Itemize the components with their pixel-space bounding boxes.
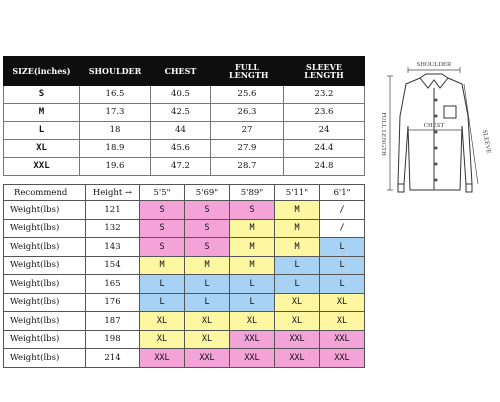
measurement-cell: 24.4 — [284, 140, 365, 158]
recommended-size-cell: XL — [275, 293, 320, 312]
recommended-size-cell: M — [230, 219, 275, 238]
size-row — [4, 86, 365, 104]
recommended-size-cell: S — [140, 201, 185, 220]
recommended-size-cell: M — [140, 256, 185, 275]
header-size: SIZE(inches) — [4, 57, 80, 86]
weight-value: 121 — [86, 201, 140, 220]
recommended-size-cell: XL — [320, 312, 365, 331]
recommended-size-cell: L — [230, 275, 275, 294]
shirt-outline-icon — [398, 74, 472, 192]
measurement-cell: 26.3 — [211, 104, 284, 122]
measurement-cell: 27.9 — [211, 140, 284, 158]
measurement-cell: 40.5 — [151, 86, 211, 104]
recommended-size-cell: / — [320, 201, 365, 220]
measurement-cell: 18 — [80, 122, 151, 140]
full-length-label: FULL LENGTH — [380, 112, 387, 156]
weight-value: 165 — [86, 275, 140, 294]
size-name-cell: XL — [4, 140, 80, 158]
measurement-cell: 28.7 — [211, 158, 284, 176]
recommended-size-cell: L — [230, 293, 275, 312]
header-sleeve-length: SLEEVE LENGTH — [284, 57, 365, 86]
weight-value: 143 — [86, 238, 140, 257]
sleeve-label: SLEEVE — [480, 129, 493, 155]
size-row — [4, 104, 365, 122]
recommended-size-cell: S — [230, 201, 275, 220]
recommended-size-cell: L — [320, 256, 365, 275]
recommendation-row — [4, 201, 365, 220]
measurement-cell: 47.2 — [151, 158, 211, 176]
recommendation-row — [4, 219, 365, 238]
recommended-size-cell: L — [185, 275, 230, 294]
recommended-size-cell: M — [230, 238, 275, 257]
weight-label: Weight(lbs) — [4, 219, 86, 238]
recommendation-row — [4, 238, 365, 257]
recommended-size-cell: M — [275, 201, 320, 220]
recommended-size-cell: L — [275, 256, 320, 275]
recommended-size-cell: L — [320, 238, 365, 257]
measurement-cell: 42.5 — [151, 104, 211, 122]
shirt-diagram — [368, 56, 500, 206]
weight-label: Weight(lbs) — [4, 238, 86, 257]
recommended-size-cell: XXL — [275, 330, 320, 349]
recommended-size-cell: XXL — [140, 349, 185, 368]
header-chest: CHEST — [151, 57, 211, 86]
recommended-size-cell: M — [185, 256, 230, 275]
recommended-size-cell: XL — [140, 312, 185, 331]
height-1: 5'5" — [140, 185, 185, 201]
recommended-size-cell: XL — [320, 293, 365, 312]
recommend-label: Recommend — [4, 185, 86, 201]
recommended-size-cell: L — [140, 275, 185, 294]
recommended-size-cell: L — [275, 275, 320, 294]
weight-label: Weight(lbs) — [4, 275, 86, 294]
recommended-size-cell: XL — [185, 312, 230, 331]
recommended-size-cell: XXL — [185, 349, 230, 368]
recommended-size-cell: XXL — [230, 330, 275, 349]
measurement-cell: 17.3 — [80, 104, 151, 122]
measurement-cell: 24.8 — [284, 158, 365, 176]
height-3: 5'89" — [230, 185, 275, 201]
recommended-size-cell: XXL — [275, 349, 320, 368]
height-4: 5'11" — [275, 185, 320, 201]
chest-label: CHEST — [423, 122, 445, 129]
recommended-size-cell: XXL — [320, 349, 365, 368]
size-row — [4, 158, 365, 176]
header-full-length: FULL LENGTH — [211, 57, 284, 86]
size-name-cell: XXL — [4, 158, 80, 176]
recommended-size-cell: M — [275, 219, 320, 238]
size-table-header — [4, 57, 365, 86]
weight-label: Weight(lbs) — [4, 256, 86, 275]
recommended-size-cell: L — [185, 293, 230, 312]
size-name-cell: M — [4, 104, 80, 122]
recommendation-header — [4, 185, 365, 201]
recommendation-row — [4, 275, 365, 294]
recommended-size-cell: XL — [275, 312, 320, 331]
weight-value: 154 — [86, 256, 140, 275]
header-shoulder: SHOULDER — [80, 57, 151, 86]
size-row — [4, 122, 365, 140]
measurement-cell: 24 — [284, 122, 365, 140]
size-name-cell: S — [4, 86, 80, 104]
recommended-size-cell: S — [140, 238, 185, 257]
measurement-cell: 23.6 — [284, 104, 365, 122]
weight-value: 214 — [86, 349, 140, 368]
recommended-size-cell: L — [140, 293, 185, 312]
size-table — [3, 56, 365, 176]
recommended-size-cell: XL — [185, 330, 230, 349]
weight-value: 176 — [86, 293, 140, 312]
weight-label: Weight(lbs) — [4, 312, 86, 331]
weight-value: 198 — [86, 330, 140, 349]
height-2: 5'69" — [185, 185, 230, 201]
size-name-cell: L — [4, 122, 80, 140]
recommended-size-cell: XXL — [230, 349, 275, 368]
recommended-size-cell: XXL — [320, 330, 365, 349]
measurement-cell: 16.5 — [80, 86, 151, 104]
recommended-size-cell: M — [230, 256, 275, 275]
shoulder-label: SHOULDER — [416, 61, 452, 68]
recommendation-row — [4, 312, 365, 331]
recommended-size-cell: / — [320, 219, 365, 238]
measurement-cell: 18.9 — [80, 140, 151, 158]
weight-value: 132 — [86, 219, 140, 238]
measurement-cell: 44 — [151, 122, 211, 140]
weight-label: Weight(lbs) — [4, 293, 86, 312]
measurement-cell: 19.6 — [80, 158, 151, 176]
measurement-cell: 25.6 — [211, 86, 284, 104]
height-5: 6'1" — [320, 185, 365, 201]
recommendation-row — [4, 256, 365, 275]
height-label: Height → — [86, 185, 140, 201]
recommended-size-cell: L — [320, 275, 365, 294]
weight-label: Weight(lbs) — [4, 330, 86, 349]
weight-value: 187 — [86, 312, 140, 331]
measurement-cell: 45.6 — [151, 140, 211, 158]
recommended-size-cell: S — [140, 219, 185, 238]
recommendation-row — [4, 330, 365, 349]
recommended-size-cell: S — [185, 201, 230, 220]
weight-label: Weight(lbs) — [4, 349, 86, 368]
recommended-size-cell: S — [185, 238, 230, 257]
recommended-size-cell: S — [185, 219, 230, 238]
recommendation-row — [4, 349, 365, 368]
recommended-size-cell: XL — [230, 312, 275, 331]
recommended-size-cell: M — [275, 238, 320, 257]
weight-label: Weight(lbs) — [4, 201, 86, 220]
measurement-cell: 23.2 — [284, 86, 365, 104]
recommendation-row — [4, 293, 365, 312]
recommendation-grid — [3, 184, 365, 368]
recommended-size-cell: XL — [140, 330, 185, 349]
size-row — [4, 140, 365, 158]
measurement-cell: 27 — [211, 122, 284, 140]
